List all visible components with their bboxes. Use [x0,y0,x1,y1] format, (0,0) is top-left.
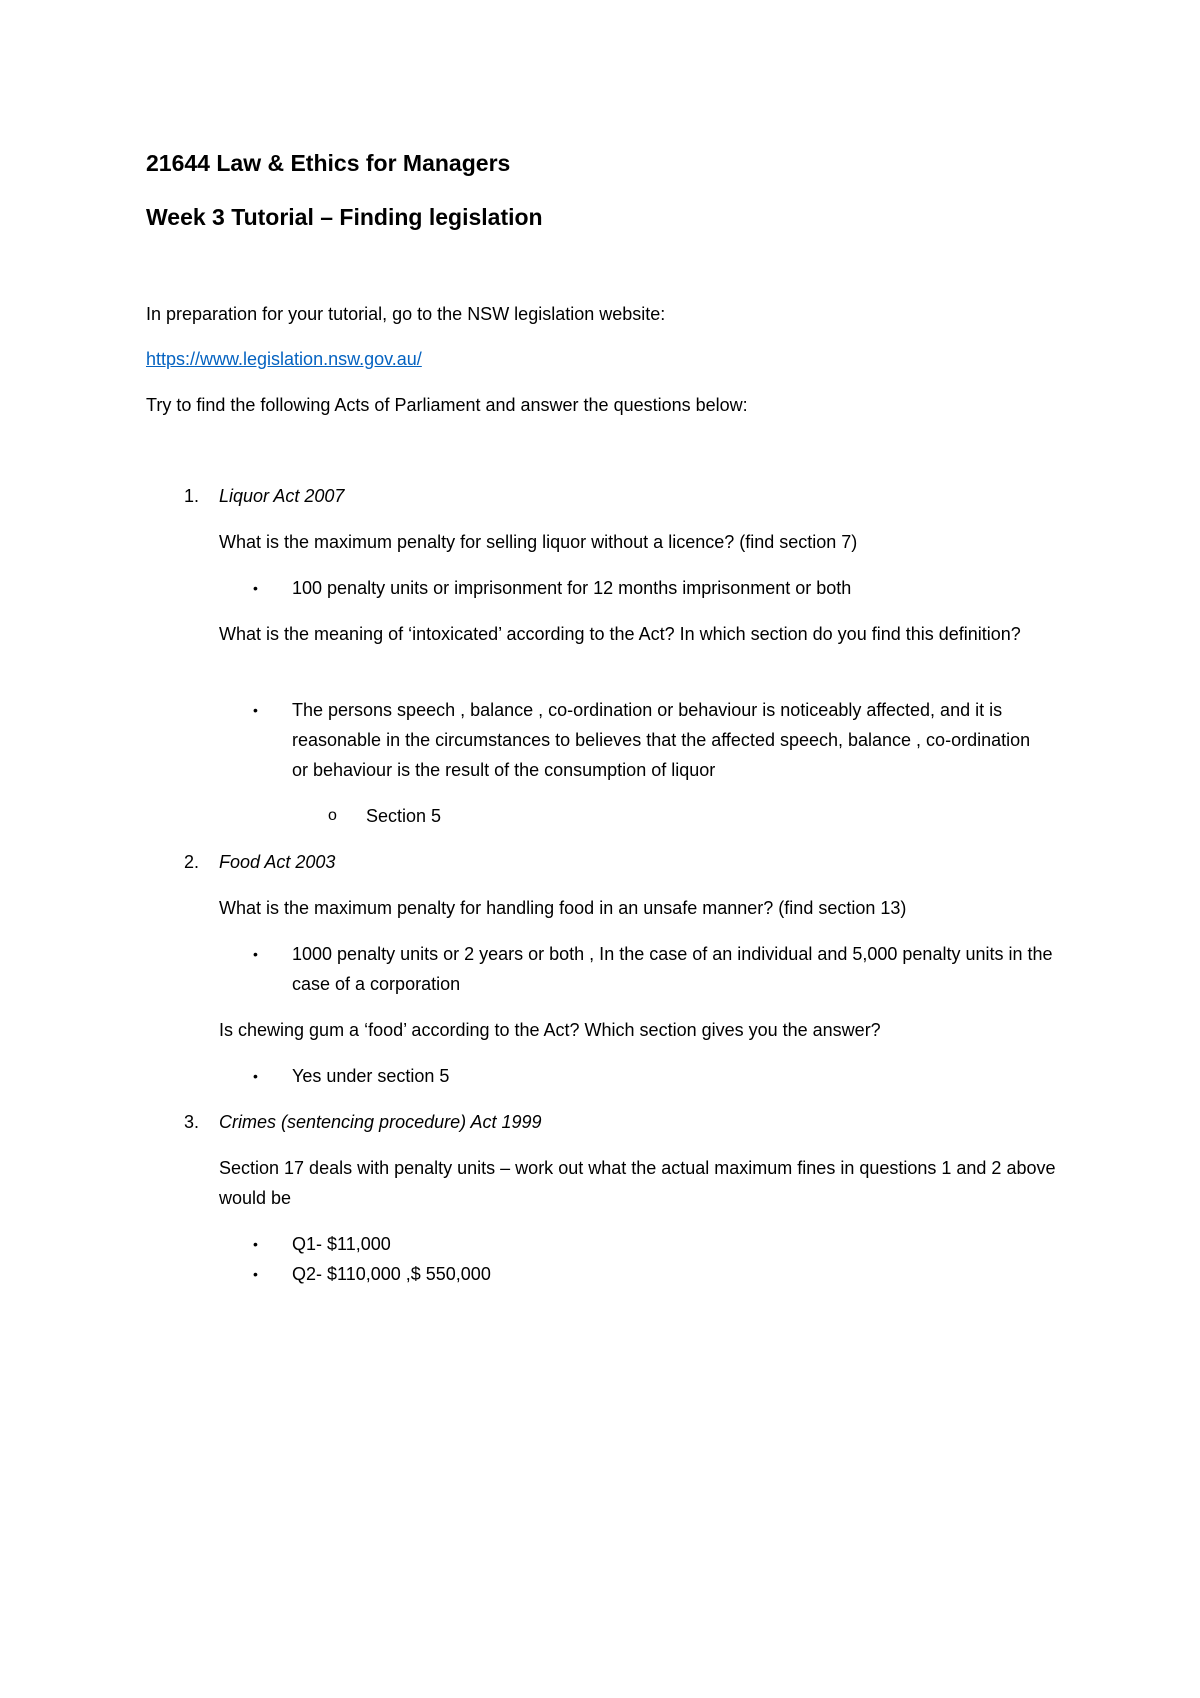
bullet-icon: • [253,1266,258,1282]
question-1-a2-sub: Section 5 [366,806,442,826]
question-2-q2: Is chewing gum a ‘food’ according to the Act? Which section gives you the answer? [219,1020,881,1040]
bullet-icon: • [253,580,258,596]
bullet-icon: • [253,946,258,962]
bullet-icon: • [253,1068,258,1084]
instruction-text: Try to find the following Acts of Parliament and answer the questions below: [146,395,748,415]
sub-bullet-icon: o [328,807,337,824]
question-2-a2: Yes under section 5 [292,1066,450,1086]
question-2-number: 2. [184,852,200,872]
question-2-act: Food Act 2003 [219,852,336,872]
question-3-a2: Q2- $110,000 ,$ 550,000 [292,1264,491,1284]
bullet-icon: • [253,702,258,718]
tutorial-title: Week 3 Tutorial – Finding legislation [146,204,543,230]
question-1-q2: What is the meaning of ‘intoxicated’ according to the Act? In which section do you find this definition? [219,624,1021,644]
question-2-a1: 1000 penalty units or 2 years or both , In the case of an individual and 5,000 penalty units in the case of a corporation [292,944,1053,994]
question-3-act: Crimes (sentencing procedure) Act 1999 [219,1112,542,1132]
question-1-a1: 100 penalty units or imprisonment for 12 months imprisonment or both [292,578,852,598]
legislation-link-text[interactable]: https://www.legislation.nsw.gov.au/ [146,349,422,369]
legislation-link[interactable] [146,344,422,374]
question-3-number: 3. [184,1112,200,1132]
question-1-number: 1. [184,486,200,506]
bullet-icon: • [253,1236,258,1252]
question-1-a2: The persons speech , balance , co-ordination or behaviour is noticeably affected, and it is reasonable in the circumstances to believes that the affected speech, balance , co-ordination or behaviour is the result of the consumption of liquor [292,700,1031,780]
question-1-act: Liquor Act 2007 [219,486,345,506]
course-title: 21644 Law & Ethics for Managers [146,150,511,176]
intro-text: In preparation for your tutorial, go to the NSW legislation website: [146,304,666,324]
question-2-q1: What is the maximum penalty for handling food in an unsafe manner? (find section 13) [219,898,907,918]
question-3-a1: Q1- $11,000 [292,1234,391,1254]
question-3-q1: Section 17 deals with penalty units – work out what the actual maximum fines in questions 1 and 2 above would be [219,1158,1056,1208]
question-1-q1: What is the maximum penalty for selling liquor without a licence? (find section 7) [219,532,858,552]
